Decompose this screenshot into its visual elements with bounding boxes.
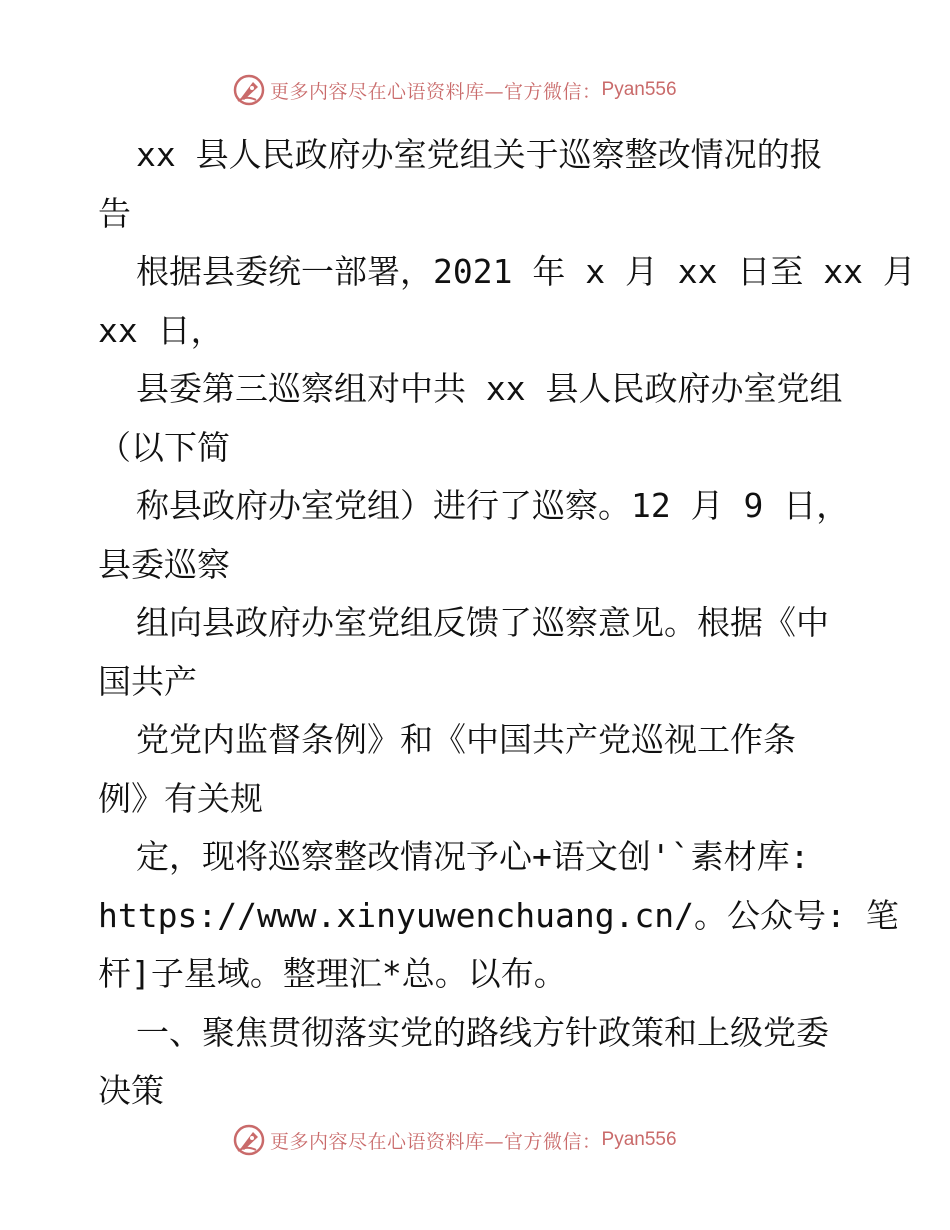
text-line: （以下简 — [98, 427, 230, 467]
text-line: 县委第三巡察组对中共 xx 县人民政府办室党组 — [136, 369, 843, 408]
text-line: 党党内监督条例》和《中国共产党巡视工作条 — [136, 720, 796, 759]
text-line: 杆]子星域。整理汇*总。以布。 — [98, 954, 567, 993]
text-line: 组向县政府办室党组反馈了巡察意见。根据《中 — [136, 603, 829, 642]
text-line: xx 县人民政府办室党组关于巡察整改情况的报 — [136, 135, 823, 174]
text-line: 根据县委统一部署，2021 年 x 月 xx 日至 xx 月 — [136, 252, 916, 291]
url-line: https://www.xinyuwenchuang.cn/。公众号: 笔 — [98, 895, 899, 935]
section-heading: 一、聚焦贯彻落实党的路线方针政策和上级党委 — [136, 1012, 829, 1052]
text-line: 告 — [98, 193, 131, 233]
text-line: 国共产 — [98, 661, 197, 701]
header-watermark — [232, 70, 712, 110]
text-line: 称县政府办室党组）进行了巡察。12 月 9 日， — [136, 486, 850, 525]
text-line: 县委巡察 — [98, 544, 230, 584]
watermark-text: 更多内容尽在心语资料库—官方微信： — [270, 1130, 602, 1153]
text-line: 例》有关规 — [98, 778, 263, 818]
document-body — [98, 126, 916, 1121]
pen-nib-logo-icon — [232, 73, 266, 107]
watermark-wechat-id: Pyan556 — [601, 79, 677, 100]
watermark-wechat-id: Pyan556 — [601, 1129, 677, 1150]
pen-nib-logo-icon — [232, 1123, 266, 1157]
text-line: 决策 — [98, 1071, 164, 1110]
text-line: xx 日， — [98, 310, 224, 350]
watermark-text: 更多内容尽在心语资料库—官方微信： — [270, 80, 602, 103]
text-line: 定，现将巡察整改情况予心+语文创'`素材库: — [136, 837, 810, 876]
footer-watermark — [232, 1120, 712, 1160]
